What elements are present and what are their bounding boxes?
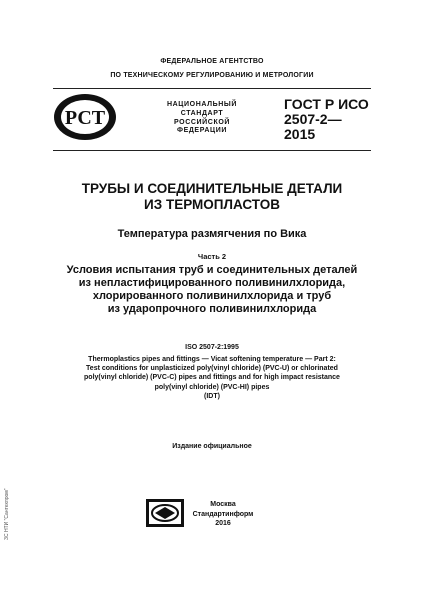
header-rule [53, 150, 371, 151]
natstd-line-1: НАЦИОНАЛЬНЫЙ [167, 101, 237, 108]
top-rule [53, 88, 371, 89]
standartinform-logo-icon [145, 498, 185, 528]
publisher-block [190, 500, 256, 529]
document-subtitle: Температура размягчения по Вика [117, 228, 307, 240]
agency-line-1: ФЕДЕРАЛЬНОЕ АГЕНТСТВО [160, 58, 264, 65]
designation-line-1: ГОСТ Р ИСО [284, 96, 369, 112]
title-line-2: ИЗ ТЕРМОПЛАСТОВ [144, 197, 280, 212]
conditions-title [0, 264, 424, 316]
agency-line-2: ПО ТЕХНИЧЕСКОМУ РЕГУЛИРОВАНИЮ И МЕТРОЛОГИИ [110, 72, 314, 79]
english-line-5: (IDT) [204, 392, 220, 400]
english-line-3: poly(vinyl chloride) (PVC-C) pipes and fittings and for high impact resistance [84, 374, 340, 382]
publisher-year: 2016 [215, 520, 231, 527]
natstd-line-4: ФЕДЕРАЦИИ [177, 127, 227, 135]
publisher-city: Москва [210, 501, 236, 508]
english-line-2: Test conditions for unplasticized poly(vinyl chloride) (PVC-U) or chlorinated [86, 365, 338, 373]
standard-designation [284, 97, 369, 142]
conditions-line-1: Условия испытания труб и соединительных деталей [66, 264, 358, 276]
title-line-1: ТРУБЫ И СОЕДИНИТЕЛЬНЫЕ ДЕТАЛИ [81, 181, 343, 196]
conditions-line-2: из непластифицированного поливинилхлорида, [78, 277, 346, 289]
designation-line-2: 2507-2— [284, 111, 342, 127]
emblem-text: РСТ [64, 107, 106, 129]
natstd-line-2: СТАНДАРТ [180, 109, 224, 117]
publisher-name: Стандартинформ [192, 510, 254, 518]
document-title [0, 181, 424, 213]
natstd-line-3: РОССИЙСКОЙ [174, 118, 230, 126]
english-title [70, 355, 354, 401]
iso-reference: ISO 2507-2:1995 [185, 344, 239, 351]
english-line-1: Thermoplastics pipes and fittings — Vicat softening temperature — Part 2: [88, 356, 336, 363]
national-standard-label [142, 101, 262, 136]
edition-label: Издание официальное [172, 443, 252, 450]
part-label: Часть 2 [197, 252, 227, 261]
pct-emblem-icon [52, 92, 118, 142]
english-line-4: poly(vinyl chloride) (PVC-HI) pipes [154, 383, 270, 391]
conditions-line-3: хлорированного поливинилхлорида и труб [92, 290, 332, 302]
conditions-line-4: из ударопрочного поливинилхлорида [107, 303, 317, 315]
designation-line-3: 2015 [284, 126, 316, 142]
vertical-watermark-note: ЗС НТИ "Сантехпром" [4, 488, 10, 540]
